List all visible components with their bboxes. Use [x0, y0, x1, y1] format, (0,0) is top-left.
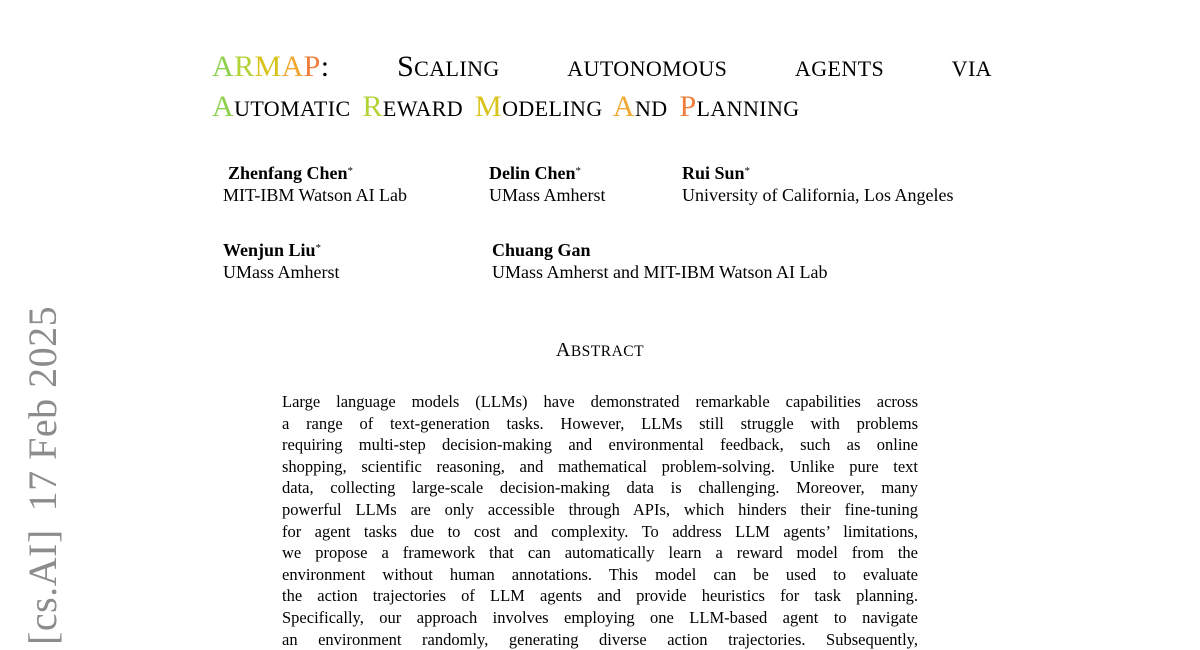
- author-mark: *: [744, 165, 751, 177]
- author-mark: *: [315, 242, 322, 254]
- arxiv-stamp: [8, 305, 78, 645]
- title-acronym: [212, 48, 330, 88]
- acronym-letter: A: [281, 50, 304, 83]
- title-word: [952, 48, 992, 88]
- title-initial: P: [679, 90, 697, 123]
- title-word: SCALING: [397, 50, 500, 83]
- title-initial: R: [362, 90, 383, 123]
- title-initial: A: [212, 90, 235, 123]
- abstract-heading: [0, 339, 1200, 362]
- abstract-line: requiring multi-step decision-making and environmental feedback, such as online: [282, 435, 918, 455]
- acronym-letter: M: [254, 50, 282, 83]
- title-word: [679, 90, 799, 123]
- author-affiliation: UMass Amherst and MIT-IBM Watson AI Lab: [492, 262, 828, 282]
- author-affiliation: UMass Amherst: [223, 262, 340, 282]
- title-word: [362, 90, 463, 123]
- acronym-letter: R: [234, 50, 255, 83]
- title-word-text: AGENTS: [794, 56, 885, 81]
- title-rest: UTOMATIC: [234, 96, 351, 121]
- title-initial: A: [612, 90, 635, 123]
- title-initial: M: [475, 90, 503, 123]
- abstract-line: environment without human annotations. This model can be used to evaluate: [282, 564, 918, 584]
- author-block: [682, 162, 953, 206]
- acronym-letter: P: [303, 50, 321, 83]
- title-rest: ODELING: [502, 96, 603, 121]
- abstract-line: we propose a framework that can automatically learn a reward model from the: [282, 543, 918, 563]
- title-line-1: [212, 48, 992, 88]
- abstract-line: data, collecting large-scale decision-making data is challenging. Moreover, many: [282, 478, 918, 498]
- acronym-letter: A: [212, 50, 235, 83]
- abstract-line: Large language models (LLMs) have demonstrated remarkable capabilities across: [282, 392, 918, 411]
- abstract-line: a range of text-generation tasks. However, LLMs still struggle with problems: [282, 413, 918, 433]
- title-rest: EWARD: [382, 96, 464, 121]
- author-name: Wenjun Liu: [223, 240, 316, 260]
- abstract-line: shopping, scientific reasoning, and mathematical problem-solving. Unlike pure text: [282, 456, 918, 476]
- author-name: Zhenfang Chen: [228, 163, 348, 183]
- title-word-text: VIA: [951, 56, 992, 81]
- author-block: [492, 239, 828, 283]
- abstract-line: Specifically, our approach involves employing one LLM-based agent to navigate: [282, 607, 918, 627]
- title-rest: LANNING: [696, 96, 800, 121]
- title-word-text: AUTONOMOUS: [567, 56, 728, 81]
- author-affiliation: University of California, Los Angeles: [682, 185, 954, 205]
- title-word: [613, 90, 668, 123]
- abstract-heading-initial: A: [555, 339, 571, 361]
- author-block: [223, 239, 340, 283]
- title-word: [475, 90, 603, 123]
- abstract-heading-rest: BSTRACT: [570, 343, 645, 360]
- author-name: Rui Sun: [682, 163, 745, 183]
- abstract-body: [282, 391, 918, 650]
- author-block: [223, 162, 408, 206]
- title-line-2: [212, 88, 992, 128]
- author-block: [489, 162, 606, 206]
- title-colon: :: [320, 50, 330, 83]
- abstract-line: an environment randomly, generating diverse action trajectories. Subsequently,: [282, 629, 918, 649]
- arxiv-date: 17 Feb 2025: [20, 305, 65, 512]
- arxiv-category: [cs.AI]: [20, 529, 65, 645]
- author-mark: *: [347, 165, 354, 177]
- author-affiliation: UMass Amherst: [489, 185, 606, 205]
- title-word: [795, 48, 884, 88]
- author-name: Delin Chen: [489, 163, 576, 183]
- title-word: [212, 90, 351, 123]
- author-mark: *: [575, 165, 582, 177]
- paper-title: [212, 48, 992, 128]
- author-affiliation: MIT-IBM Watson AI Lab: [223, 185, 408, 205]
- title-word: [567, 48, 727, 88]
- title-rest: ND: [634, 96, 668, 121]
- abstract-line: the action trajectories of LLM agents and provide heuristics for task planning.: [282, 586, 918, 606]
- author-name: Chuang Gan: [492, 240, 591, 260]
- abstract-line: powerful LLMs are only accessible through APIs, which hinders their fine-tuning: [282, 499, 918, 519]
- abstract-line: for agent tasks due to cost and complexity. To address LLM agents’ limitations,: [282, 521, 918, 541]
